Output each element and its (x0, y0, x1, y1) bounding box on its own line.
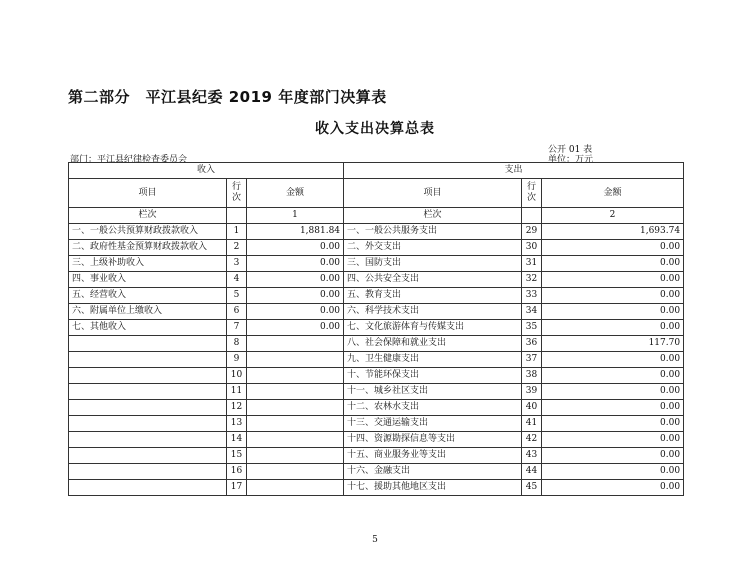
expense-amount-cell: 0.00 (542, 304, 684, 320)
page-number: 5 (372, 535, 378, 545)
income-item-cell: 一、一般公共预算财政拨款收入 (69, 224, 227, 240)
expense-amount-cell: 0.00 (542, 384, 684, 400)
income-line-cell: 13 (227, 416, 247, 432)
expense-amount-cell: 0.00 (542, 416, 684, 432)
income-amount-cell: 0.00 (247, 240, 344, 256)
table-row (69, 448, 684, 464)
table-row (69, 256, 684, 272)
expense-line-cell: 42 (522, 432, 542, 448)
expense-col-label: 栏次 (344, 208, 522, 224)
table-row (69, 336, 684, 352)
income-amount-cell: 0.00 (247, 272, 344, 288)
income-item-cell (69, 400, 227, 416)
table-row (69, 352, 684, 368)
expense-item-cell: 十一、城乡社区支出 (344, 384, 522, 400)
expense-amount-cell: 117.70 (542, 336, 684, 352)
expense-line-cell: 32 (522, 272, 542, 288)
table-row (69, 288, 684, 304)
expense-line-cell: 45 (522, 480, 542, 496)
table-row (69, 304, 684, 320)
income-amount-cell (247, 416, 344, 432)
income-item-cell: 七、其他收入 (69, 320, 227, 336)
expense-line-cell: 37 (522, 352, 542, 368)
expense-item-header: 项目 (344, 179, 522, 208)
expense-header: 支出 (344, 163, 684, 179)
income-amount-cell (247, 336, 344, 352)
expense-amount-cell: 0.00 (542, 256, 684, 272)
expense-item-cell: 十七、援助其他地区支出 (344, 480, 522, 496)
income-col-blank (227, 208, 247, 224)
section-header-row (69, 163, 684, 179)
income-item-header: 项目 (69, 179, 227, 208)
income-item-cell (69, 368, 227, 384)
income-item-cell: 六、附属单位上缴收入 (69, 304, 227, 320)
income-amount-cell (247, 480, 344, 496)
income-amount-cell (247, 368, 344, 384)
expense-line-cell: 30 (522, 240, 542, 256)
expense-item-cell: 八、社会保障和就业支出 (344, 336, 522, 352)
income-amount-cell (247, 432, 344, 448)
table-row (69, 320, 684, 336)
expense-line-cell: 41 (522, 416, 542, 432)
income-item-cell: 二、政府性基金预算财政拨款收入 (69, 240, 227, 256)
income-item-cell (69, 416, 227, 432)
expense-item-cell: 三、国防支出 (344, 256, 522, 272)
income-item-cell (69, 336, 227, 352)
table-row (69, 384, 684, 400)
expense-item-cell: 十四、资源勘探信息等支出 (344, 432, 522, 448)
expense-item-cell: 五、教育支出 (344, 288, 522, 304)
expense-amount-cell: 1,693.74 (542, 224, 684, 240)
expense-amount-cell: 0.00 (542, 368, 684, 384)
expense-item-cell: 四、公共安全支出 (344, 272, 522, 288)
income-line-cell: 16 (227, 464, 247, 480)
expense-amount-cell: 0.00 (542, 272, 684, 288)
income-line-cell: 17 (227, 480, 247, 496)
table-row (69, 224, 684, 240)
income-line-cell: 4 (227, 272, 247, 288)
expense-item-cell: 二、外交支出 (344, 240, 522, 256)
expense-amount-cell: 0.00 (542, 288, 684, 304)
income-amount-cell: 0.00 (247, 288, 344, 304)
expense-amount-cell: 0.00 (542, 464, 684, 480)
income-amount-cell (247, 400, 344, 416)
income-line-cell: 14 (227, 432, 247, 448)
expense-col-blank (522, 208, 542, 224)
expense-amount-cell: 0.00 (542, 400, 684, 416)
expense-amount-cell: 0.00 (542, 320, 684, 336)
expense-amount-cell: 0.00 (542, 448, 684, 464)
table-row (69, 480, 684, 496)
income-item-cell (69, 464, 227, 480)
part-title: 第二部分 平江县纪委 2019 年度部门决算表 (68, 88, 387, 106)
expense-item-cell: 七、文化旅游体育与传媒支出 (344, 320, 522, 336)
expense-amount-cell: 0.00 (542, 480, 684, 496)
expense-line-cell: 35 (522, 320, 542, 336)
expense-item-cell: 六、科学技术支出 (344, 304, 522, 320)
income-amount-cell (247, 464, 344, 480)
expense-item-cell: 十五、商业服务业等支出 (344, 448, 522, 464)
income-item-cell (69, 480, 227, 496)
income-line-cell: 9 (227, 352, 247, 368)
column-number-row (69, 208, 684, 224)
expense-item-cell: 十、节能环保支出 (344, 368, 522, 384)
income-amount-cell (247, 448, 344, 464)
income-col-label: 栏次 (69, 208, 227, 224)
income-amount-cell: 0.00 (247, 320, 344, 336)
income-line-cell: 3 (227, 256, 247, 272)
expense-item-cell: 十二、农林水支出 (344, 400, 522, 416)
expense-line-cell: 31 (522, 256, 542, 272)
expense-line-cell: 34 (522, 304, 542, 320)
table-row (69, 368, 684, 384)
expense-line-cell: 29 (522, 224, 542, 240)
expense-amount-cell: 0.00 (542, 432, 684, 448)
expense-line-cell: 44 (522, 464, 542, 480)
income-amount-cell: 1,881.84 (247, 224, 344, 240)
income-expense-table (68, 162, 684, 496)
income-amount-cell (247, 352, 344, 368)
table-row (69, 464, 684, 480)
unit-label: 单位：万元 (548, 155, 594, 165)
table-row (69, 272, 684, 288)
income-line-cell: 11 (227, 384, 247, 400)
income-line-cell: 10 (227, 368, 247, 384)
expense-item-cell: 十三、交通运输支出 (344, 416, 522, 432)
income-header: 收入 (69, 163, 344, 179)
income-col-number: 1 (247, 208, 344, 224)
column-header-row (69, 179, 684, 208)
income-line-cell: 1 (227, 224, 247, 240)
income-line-header: 行次 (227, 179, 247, 208)
table-row (69, 416, 684, 432)
expense-line-cell: 38 (522, 368, 542, 384)
income-line-cell: 7 (227, 320, 247, 336)
income-amount-cell (247, 384, 344, 400)
table-row (69, 432, 684, 448)
income-line-cell: 12 (227, 400, 247, 416)
expense-amount-header: 金额 (542, 179, 684, 208)
table-row (69, 400, 684, 416)
income-line-cell: 5 (227, 288, 247, 304)
income-item-cell (69, 432, 227, 448)
income-line-cell: 15 (227, 448, 247, 464)
expense-line-header: 行次 (522, 179, 542, 208)
expense-item-cell: 十六、金融支出 (344, 464, 522, 480)
expense-line-cell: 43 (522, 448, 542, 464)
table-row (69, 240, 684, 256)
income-line-cell: 6 (227, 304, 247, 320)
expense-line-cell: 39 (522, 384, 542, 400)
income-item-cell: 三、上级补助收入 (69, 256, 227, 272)
income-item-cell: 五、经营收入 (69, 288, 227, 304)
expense-col-number: 2 (542, 208, 684, 224)
income-amount-cell: 0.00 (247, 304, 344, 320)
expense-line-cell: 40 (522, 400, 542, 416)
income-amount-header: 金额 (247, 179, 344, 208)
income-line-cell: 8 (227, 336, 247, 352)
expense-item-cell: 一、一般公共服务支出 (344, 224, 522, 240)
form-number: 公开 01 表 (548, 145, 593, 155)
income-item-cell (69, 384, 227, 400)
expense-line-cell: 36 (522, 336, 542, 352)
expense-line-cell: 33 (522, 288, 542, 304)
expense-item-cell: 九、卫生健康支出 (344, 352, 522, 368)
expense-amount-cell: 0.00 (542, 240, 684, 256)
income-amount-cell: 0.00 (247, 256, 344, 272)
department-label: 部门：平江县纪律检查委员会 (70, 155, 188, 165)
income-item-cell (69, 352, 227, 368)
income-item-cell (69, 448, 227, 464)
table-title: 收入支出决算总表 (315, 121, 435, 137)
income-item-cell: 四、事业收入 (69, 272, 227, 288)
income-line-cell: 2 (227, 240, 247, 256)
expense-amount-cell: 0.00 (542, 352, 684, 368)
